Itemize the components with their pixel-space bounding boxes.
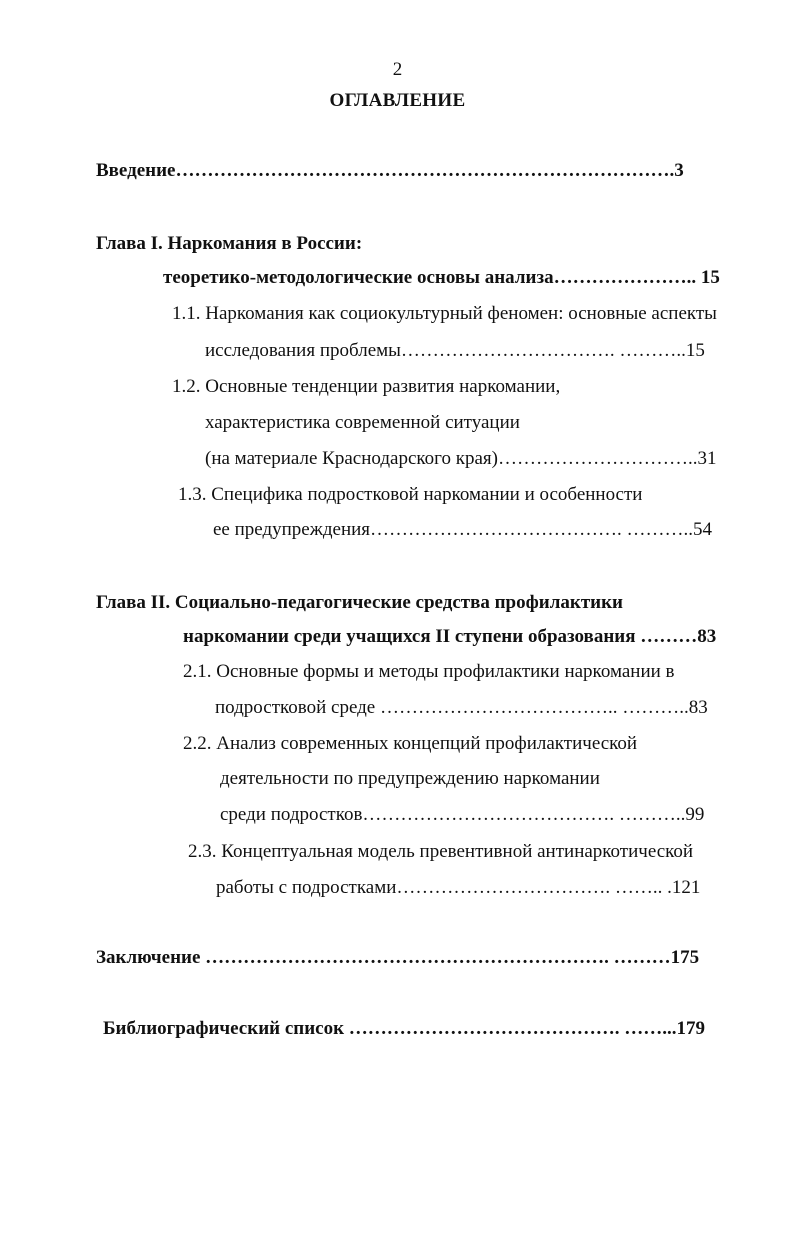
page-title: ОГЛАВЛЕНИЕ [329, 90, 466, 111]
toc-section-1-2: 1.2. Основные тенденции развития наркомании, [172, 376, 561, 397]
toc-entry-conclusion: Заключение ………………………………………………………. ………175 [96, 947, 700, 968]
toc-section-2-2-cont: деятельности по предупреждению наркомании [220, 768, 600, 789]
toc-section-1-3-cont: ее предупреждения…………………………………. ………..54 [213, 519, 713, 540]
page-number: 2 [392, 59, 403, 80]
toc-section-1-2-cont: характеристика современной ситуации [205, 412, 520, 433]
toc-section-2-2-cont2: среди подростков…………………………………. ………..99 [220, 804, 705, 825]
toc-chapter-2-subtitle: наркомании среди учащихся II ступени образования ………83 [183, 626, 717, 647]
toc-chapter-1-subtitle: теоретико-методологические основы анализа………………….. 15 [163, 267, 720, 288]
toc-section-1-3: 1.3. Специфика подростковой наркомании и особенности [178, 484, 643, 505]
toc-section-2-1: 2.1. Основные формы и методы профилактики наркомании в [183, 661, 675, 682]
toc-entry-intro: Введение…………………………………………………………………….3 [96, 160, 684, 181]
toc-section-2-2: 2.2. Анализ современных концепций профилактической [183, 733, 638, 754]
toc-section-2-3-cont: работы с подростками……………………………. …….. .121 [216, 877, 701, 898]
toc-section-1-1: 1.1. Наркомания как социокультурный феномен: основные аспекты [172, 303, 717, 324]
toc-chapter-2-title: Глава II. Социально-педагогические средства профилактики [96, 592, 623, 613]
toc-section-2-1-cont: подростковой среде ……………………………….. ………..83 [215, 697, 708, 718]
toc-section-2-3: 2.3. Концептуальная модель превентивной антинаркотической [188, 841, 694, 862]
toc-chapter-1-title: Глава I. Наркомания в России: [96, 233, 363, 254]
toc-section-1-2-cont2: (на материале Краснодарского края)…………………………..31 [205, 448, 717, 469]
toc-entry-bibliography: Библиографический список ……………………………………. ……...179 [103, 1018, 706, 1039]
toc-section-1-1-cont: исследования проблемы……………………………. ………..15 [205, 340, 705, 361]
